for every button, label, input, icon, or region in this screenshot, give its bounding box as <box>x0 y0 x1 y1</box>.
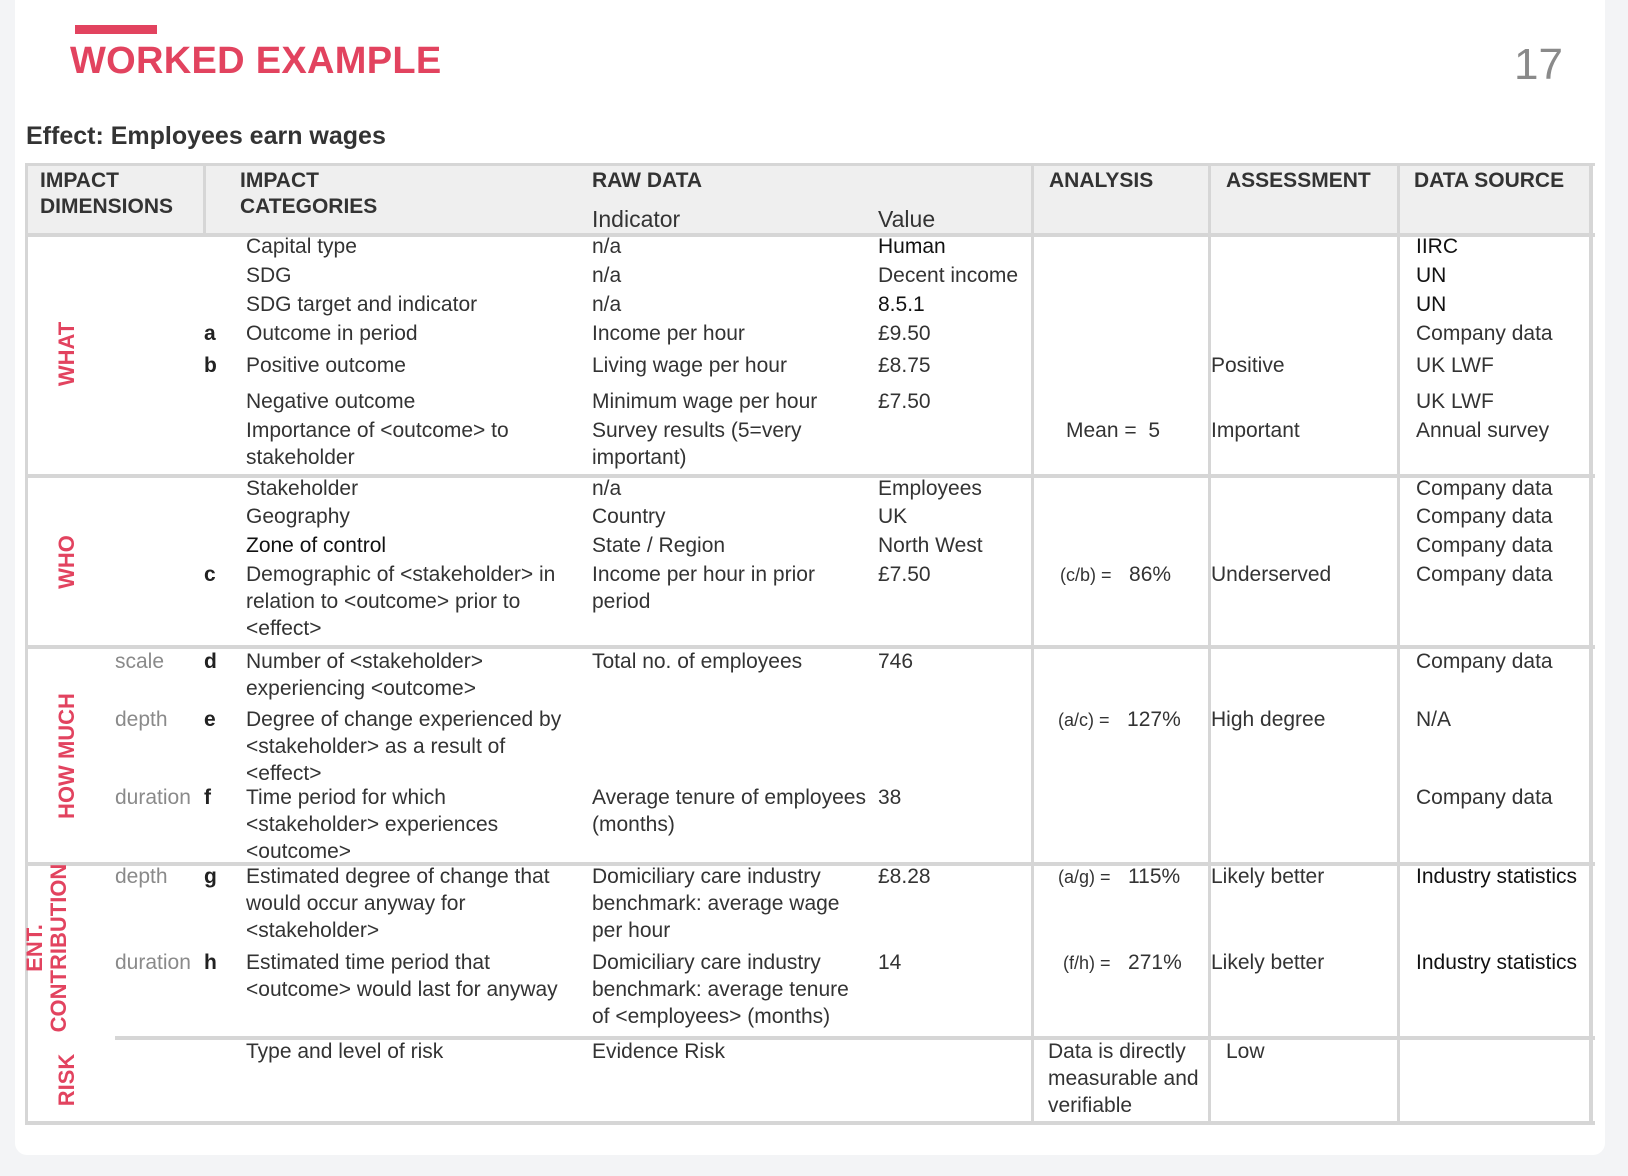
col-divider-categories <box>203 163 206 235</box>
table-cell: Time period for which <stakeholder> experiences <outcome> <box>246 786 499 863</box>
table-cell: Demographic of <stakeholder> in relation to <outcome> prior to <effect> <box>246 563 556 640</box>
table-cell: Outcome in period <box>246 322 418 345</box>
table-cell: North West <box>878 534 983 557</box>
table-cell: duration <box>115 951 191 974</box>
table-cell: 8.5.1 <box>878 293 925 316</box>
table-cell: Human <box>878 235 946 258</box>
section-who: WHO <box>54 535 79 589</box>
table-cell: scale <box>115 650 165 673</box>
table-cell: Estimated degree of change that would occur anyway for <stakeholder> <box>246 865 550 942</box>
table-cell: Importance of <outcome> to stakeholder <box>246 419 509 469</box>
section-how-much: HOW MUCH <box>54 693 79 819</box>
table-cell: Positive <box>1211 354 1285 377</box>
table-cell: Company data <box>1416 563 1553 586</box>
table-cell: a <box>204 322 216 345</box>
table-cell: Geography <box>246 505 350 528</box>
table-cell: Stakeholder <box>246 477 359 500</box>
table-cell: f <box>204 786 211 809</box>
table-cell: Survey results (5=very important) <box>592 419 802 469</box>
table-cell: Evidence Risk <box>592 1040 726 1063</box>
table-cell: 14 <box>878 951 902 974</box>
table-cell: Zone of control <box>246 534 387 557</box>
table-cell: Company data <box>1416 322 1553 345</box>
table-top-border <box>25 163 1595 166</box>
col-divider-analysis <box>1031 163 1034 1125</box>
table-cell: g <box>204 865 217 888</box>
table-cell: Industry statistics <box>1416 951 1578 974</box>
table-cell: Estimated time period that <outcome> would last for anyway <box>246 951 558 1001</box>
table-cell: Company data <box>1416 477 1553 500</box>
table-cell: Annual survey <box>1416 419 1550 442</box>
table-cell: Domiciliary care industry benchmark: average tenure of <employees> (months) <box>592 951 849 1028</box>
table-cell: Positive outcome <box>246 354 406 377</box>
col-divider-source <box>1397 163 1400 1125</box>
table-cell: SDG target and indicator <box>246 293 478 316</box>
table-cell: Company data <box>1416 505 1553 528</box>
table-cell: Likely better <box>1211 865 1325 888</box>
section-risk: RISK <box>54 1053 79 1107</box>
header-indicator: Indicator <box>592 206 681 232</box>
table-cell: Type and level of risk <box>246 1040 444 1063</box>
table-cell: (a/g) = 115% <box>1058 865 1181 888</box>
page-title: WORKED EXAMPLE <box>70 40 442 82</box>
header-raw-data: RAW DATA <box>592 169 703 192</box>
table-cell: d <box>204 650 217 673</box>
header-analysis: ANALYSIS <box>1049 169 1154 192</box>
table-cell: Income per hour <box>592 322 745 345</box>
table-bottom-border <box>25 1121 1595 1125</box>
table-cell: b <box>204 354 217 377</box>
table-cell: High degree <box>1211 708 1326 731</box>
table-cell: UK LWF <box>1416 390 1494 413</box>
table-cell: n/a <box>592 477 622 500</box>
table-cell: Living wage per hour <box>592 354 787 377</box>
table-cell: Capital type <box>246 235 357 258</box>
header-categories: IMPACT CATEGORIES <box>240 169 378 218</box>
table-cell: (c/b) = 86% <box>1060 563 1172 586</box>
section-contribution: ENT. CONTRIBUTION <box>22 863 71 1033</box>
table-cell: Decent income <box>878 264 1019 287</box>
table-cell: (a/c) = 127% <box>1058 708 1181 731</box>
table-cell: Underserved <box>1211 563 1332 586</box>
table-cell: e <box>204 708 216 731</box>
table-cell: Employees <box>878 477 982 500</box>
table-cell: Total no. of employees <box>592 650 803 673</box>
table-cell: depth <box>115 708 168 731</box>
table-cell: UN <box>1416 293 1447 316</box>
page-number: 17 <box>1514 40 1563 89</box>
table-cell: £8.75 <box>878 354 931 377</box>
table-cell: SDG <box>246 264 292 287</box>
table-cell: State / Region <box>592 534 726 557</box>
table-cell: Average tenure of employees (months) <box>592 786 866 836</box>
table-cell: Number of <stakeholder> experiencing <outcome> <box>246 650 483 700</box>
table-cell: n/a <box>592 293 622 316</box>
header-data-source: DATA SOURCE <box>1414 169 1565 192</box>
table-cell: duration <box>115 786 191 809</box>
table-cell: UK LWF <box>1416 354 1494 377</box>
table-cell: n/a <box>592 235 622 258</box>
table-cell: IIRC <box>1416 235 1458 258</box>
table-cell: UK <box>878 505 908 528</box>
table-cell: Country <box>592 505 666 528</box>
table-cell: depth <box>115 865 168 888</box>
table-cell: UN <box>1416 264 1447 287</box>
accent-bar <box>75 25 157 34</box>
table-cell: Data is directly measurable and verifiable <box>1048 1040 1199 1117</box>
table-cell: Company data <box>1416 650 1553 673</box>
table-cell: Negative outcome <box>246 390 416 413</box>
table-cell: Important <box>1211 419 1300 442</box>
header-value: Value <box>878 206 936 232</box>
table-cell: Company data <box>1416 534 1553 557</box>
table-cell: h <box>204 951 217 974</box>
header-dimensions: IMPACT DIMENSIONS <box>40 169 174 218</box>
table-cell: (f/h) = 271% <box>1063 951 1182 974</box>
table-cell: c <box>204 563 216 586</box>
section-what: WHAT <box>54 321 79 387</box>
table-cell: Likely better <box>1211 951 1325 974</box>
table-cell: £7.50 <box>878 563 931 586</box>
table-cell: 38 <box>878 786 902 809</box>
table-cell: n/a <box>592 264 622 287</box>
table-cell: Income per hour in prior period <box>592 563 815 613</box>
table-cell: Company data <box>1416 786 1553 809</box>
table-cell: Degree of change experienced by <stakeholder> as a result of <effect> <box>246 708 562 785</box>
table-cell: 746 <box>878 650 914 673</box>
table-cell: Mean = 5 <box>1066 419 1160 442</box>
table-cell: Minimum wage per hour <box>592 390 818 413</box>
table-cell: Domiciliary care industry benchmark: average wage per hour <box>592 865 840 942</box>
table-cell: £9.50 <box>878 322 931 345</box>
table-cell: Industry statistics <box>1416 865 1578 888</box>
header-assessment: ASSESSMENT <box>1226 169 1371 192</box>
effect-heading: Effect: Employees earn wages <box>26 122 386 150</box>
table-cell: N/A <box>1416 708 1452 731</box>
table-cell: £8.28 <box>878 865 931 888</box>
col-divider-assessment <box>1208 163 1211 1125</box>
table-cell: Low <box>1226 1040 1265 1063</box>
table-right-border <box>1589 163 1593 1125</box>
table-cell: £7.50 <box>878 390 931 413</box>
